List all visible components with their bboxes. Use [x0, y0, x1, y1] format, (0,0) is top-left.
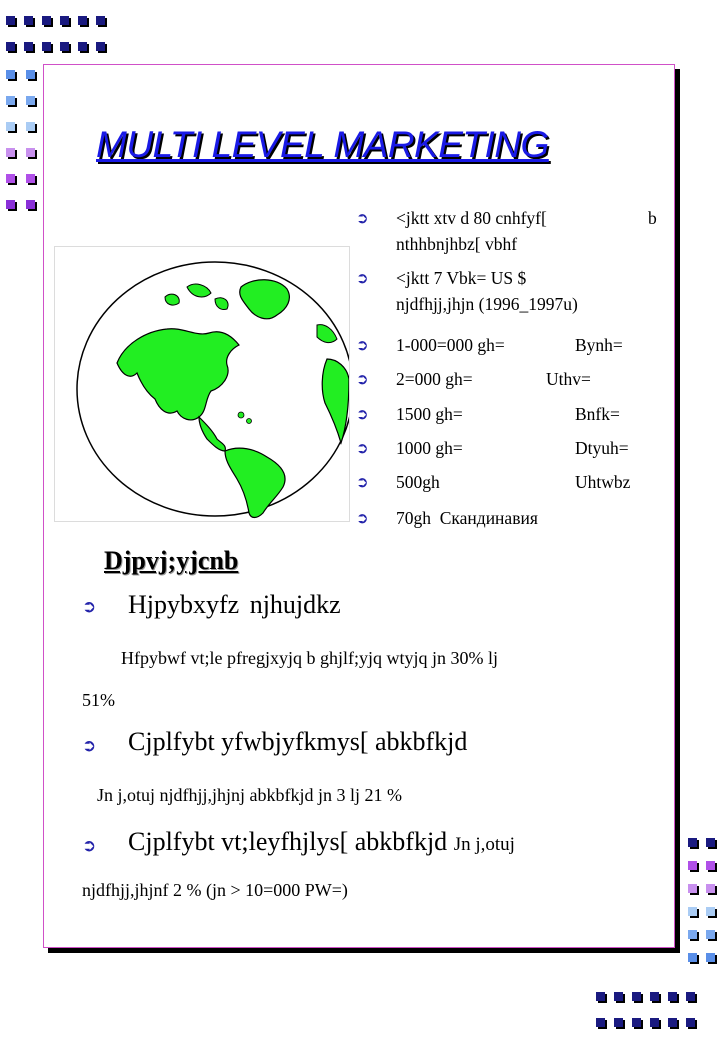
decorative-square	[26, 174, 35, 183]
decorative-square	[26, 148, 35, 157]
decorative-square	[96, 16, 105, 25]
decorative-square	[688, 930, 697, 939]
decorative-square	[6, 96, 15, 105]
decorative-square	[42, 42, 51, 51]
item-detail: Hfpybwf vt;le pfregjxyjq b ghjlf;yjq wtyjq jn 30% lj	[121, 648, 498, 668]
decorative-square	[688, 861, 697, 870]
stat-text-line2: nthhbnjhbz[ vbhf	[396, 234, 518, 254]
stat-country: Uhtwbz	[575, 472, 631, 492]
item-heading: Hjpybxyfz njhujdkz	[128, 590, 341, 619]
arrow-right-icon: ➲	[356, 336, 369, 354]
stat-country: Dtyuh=	[575, 438, 629, 458]
arrow-right-icon: ➲	[82, 836, 97, 856]
decorative-square	[650, 1018, 659, 1027]
stat-text: <jktt 7 Vbk= US $	[396, 268, 527, 288]
decorative-square	[26, 200, 35, 209]
item-detail-line2: 51%	[82, 690, 115, 710]
decorative-square	[24, 16, 33, 25]
arrow-right-icon: ➲	[356, 439, 369, 457]
decorative-square	[632, 992, 641, 1001]
stat-country: Uthv=	[546, 369, 591, 389]
decorative-square	[706, 838, 715, 847]
arrow-right-icon: ➲	[356, 269, 369, 287]
decorative-square	[706, 907, 715, 916]
decorative-square	[596, 1018, 605, 1027]
decorative-square	[614, 992, 623, 1001]
decorative-square	[6, 200, 15, 209]
section-title: Djpvj;yjcnb	[104, 546, 239, 575]
decorative-square	[686, 992, 695, 1001]
item-heading-tail: Jn j,otuj	[453, 834, 515, 855]
item-heading: Cjplfybt vt;leyfhjlys[ abkbfkjd	[128, 827, 448, 856]
decorative-square	[706, 953, 715, 962]
arrow-right-icon: ➲	[356, 209, 369, 227]
stat-text-line2: njdfhjj,jhjn (1996_1997u)	[396, 294, 578, 314]
item-heading: Cjplfybt yfwbjyfkmys[ abkbfkjd	[128, 727, 468, 756]
stat-amount: 1-000=000 gh=	[396, 335, 505, 355]
decorative-square	[614, 1018, 623, 1027]
item-detail: Jn j,otuj njdfhjj,jhjnj abkbfkjd jn 3 lj 21 %	[97, 785, 402, 805]
decorative-square	[706, 884, 715, 893]
decorative-square	[26, 96, 35, 105]
decorative-square	[6, 70, 15, 79]
decorative-square	[26, 70, 35, 79]
decorative-square	[60, 42, 69, 51]
stat-amount: 1500 gh=	[396, 404, 463, 424]
page-title: MULTI LEVEL MARKETING	[96, 124, 549, 165]
stat-text: <jktt xtv d 80 cnhfyf[	[396, 208, 547, 228]
decorative-square	[6, 148, 15, 157]
item-detail: njdfhjj,jhjnf 2 % (jn > 10=000 PW=)	[82, 880, 348, 900]
decorative-square	[6, 122, 15, 131]
decorative-square	[668, 992, 677, 1001]
decorative-square	[706, 930, 715, 939]
decorative-square	[688, 884, 697, 893]
decorative-square	[78, 16, 87, 25]
arrow-right-icon: ➲	[356, 473, 369, 491]
stat-country: Bynh=	[575, 335, 623, 355]
decorative-square	[60, 16, 69, 25]
decorative-square	[596, 992, 605, 1001]
decorative-square	[632, 1018, 641, 1027]
decorative-square	[78, 42, 87, 51]
decorative-square	[650, 992, 659, 1001]
decorative-square	[688, 953, 697, 962]
item-heading-row	[128, 827, 515, 857]
arrow-right-icon: ➲	[356, 509, 369, 527]
decorative-square	[668, 1018, 677, 1027]
decorative-square	[688, 907, 697, 916]
arrow-right-icon: ➲	[82, 597, 97, 617]
stat-amount: 1000 gh=	[396, 438, 463, 458]
decorative-square	[6, 42, 15, 51]
decorative-square	[24, 42, 33, 51]
arrow-right-icon: ➲	[356, 405, 369, 423]
arrow-right-icon: ➲	[356, 370, 369, 388]
arrow-right-icon: ➲	[82, 736, 97, 756]
decorative-square	[686, 1018, 695, 1027]
stat-amount: 70gh Скандинавия	[396, 508, 538, 528]
stat-country: Bnfk=	[575, 404, 620, 424]
decorative-square	[6, 16, 15, 25]
globe-icon	[55, 247, 349, 521]
decorative-square	[42, 16, 51, 25]
decorative-square	[706, 861, 715, 870]
decorative-square	[6, 174, 15, 183]
stat-amount: 2=000 gh=	[396, 369, 473, 389]
stat-amount: 500gh	[396, 472, 440, 492]
decorative-square	[688, 838, 697, 847]
decorative-square	[96, 42, 105, 51]
decorative-square	[26, 122, 35, 131]
stat-text-end: b	[648, 208, 657, 228]
globe-image	[54, 246, 350, 522]
